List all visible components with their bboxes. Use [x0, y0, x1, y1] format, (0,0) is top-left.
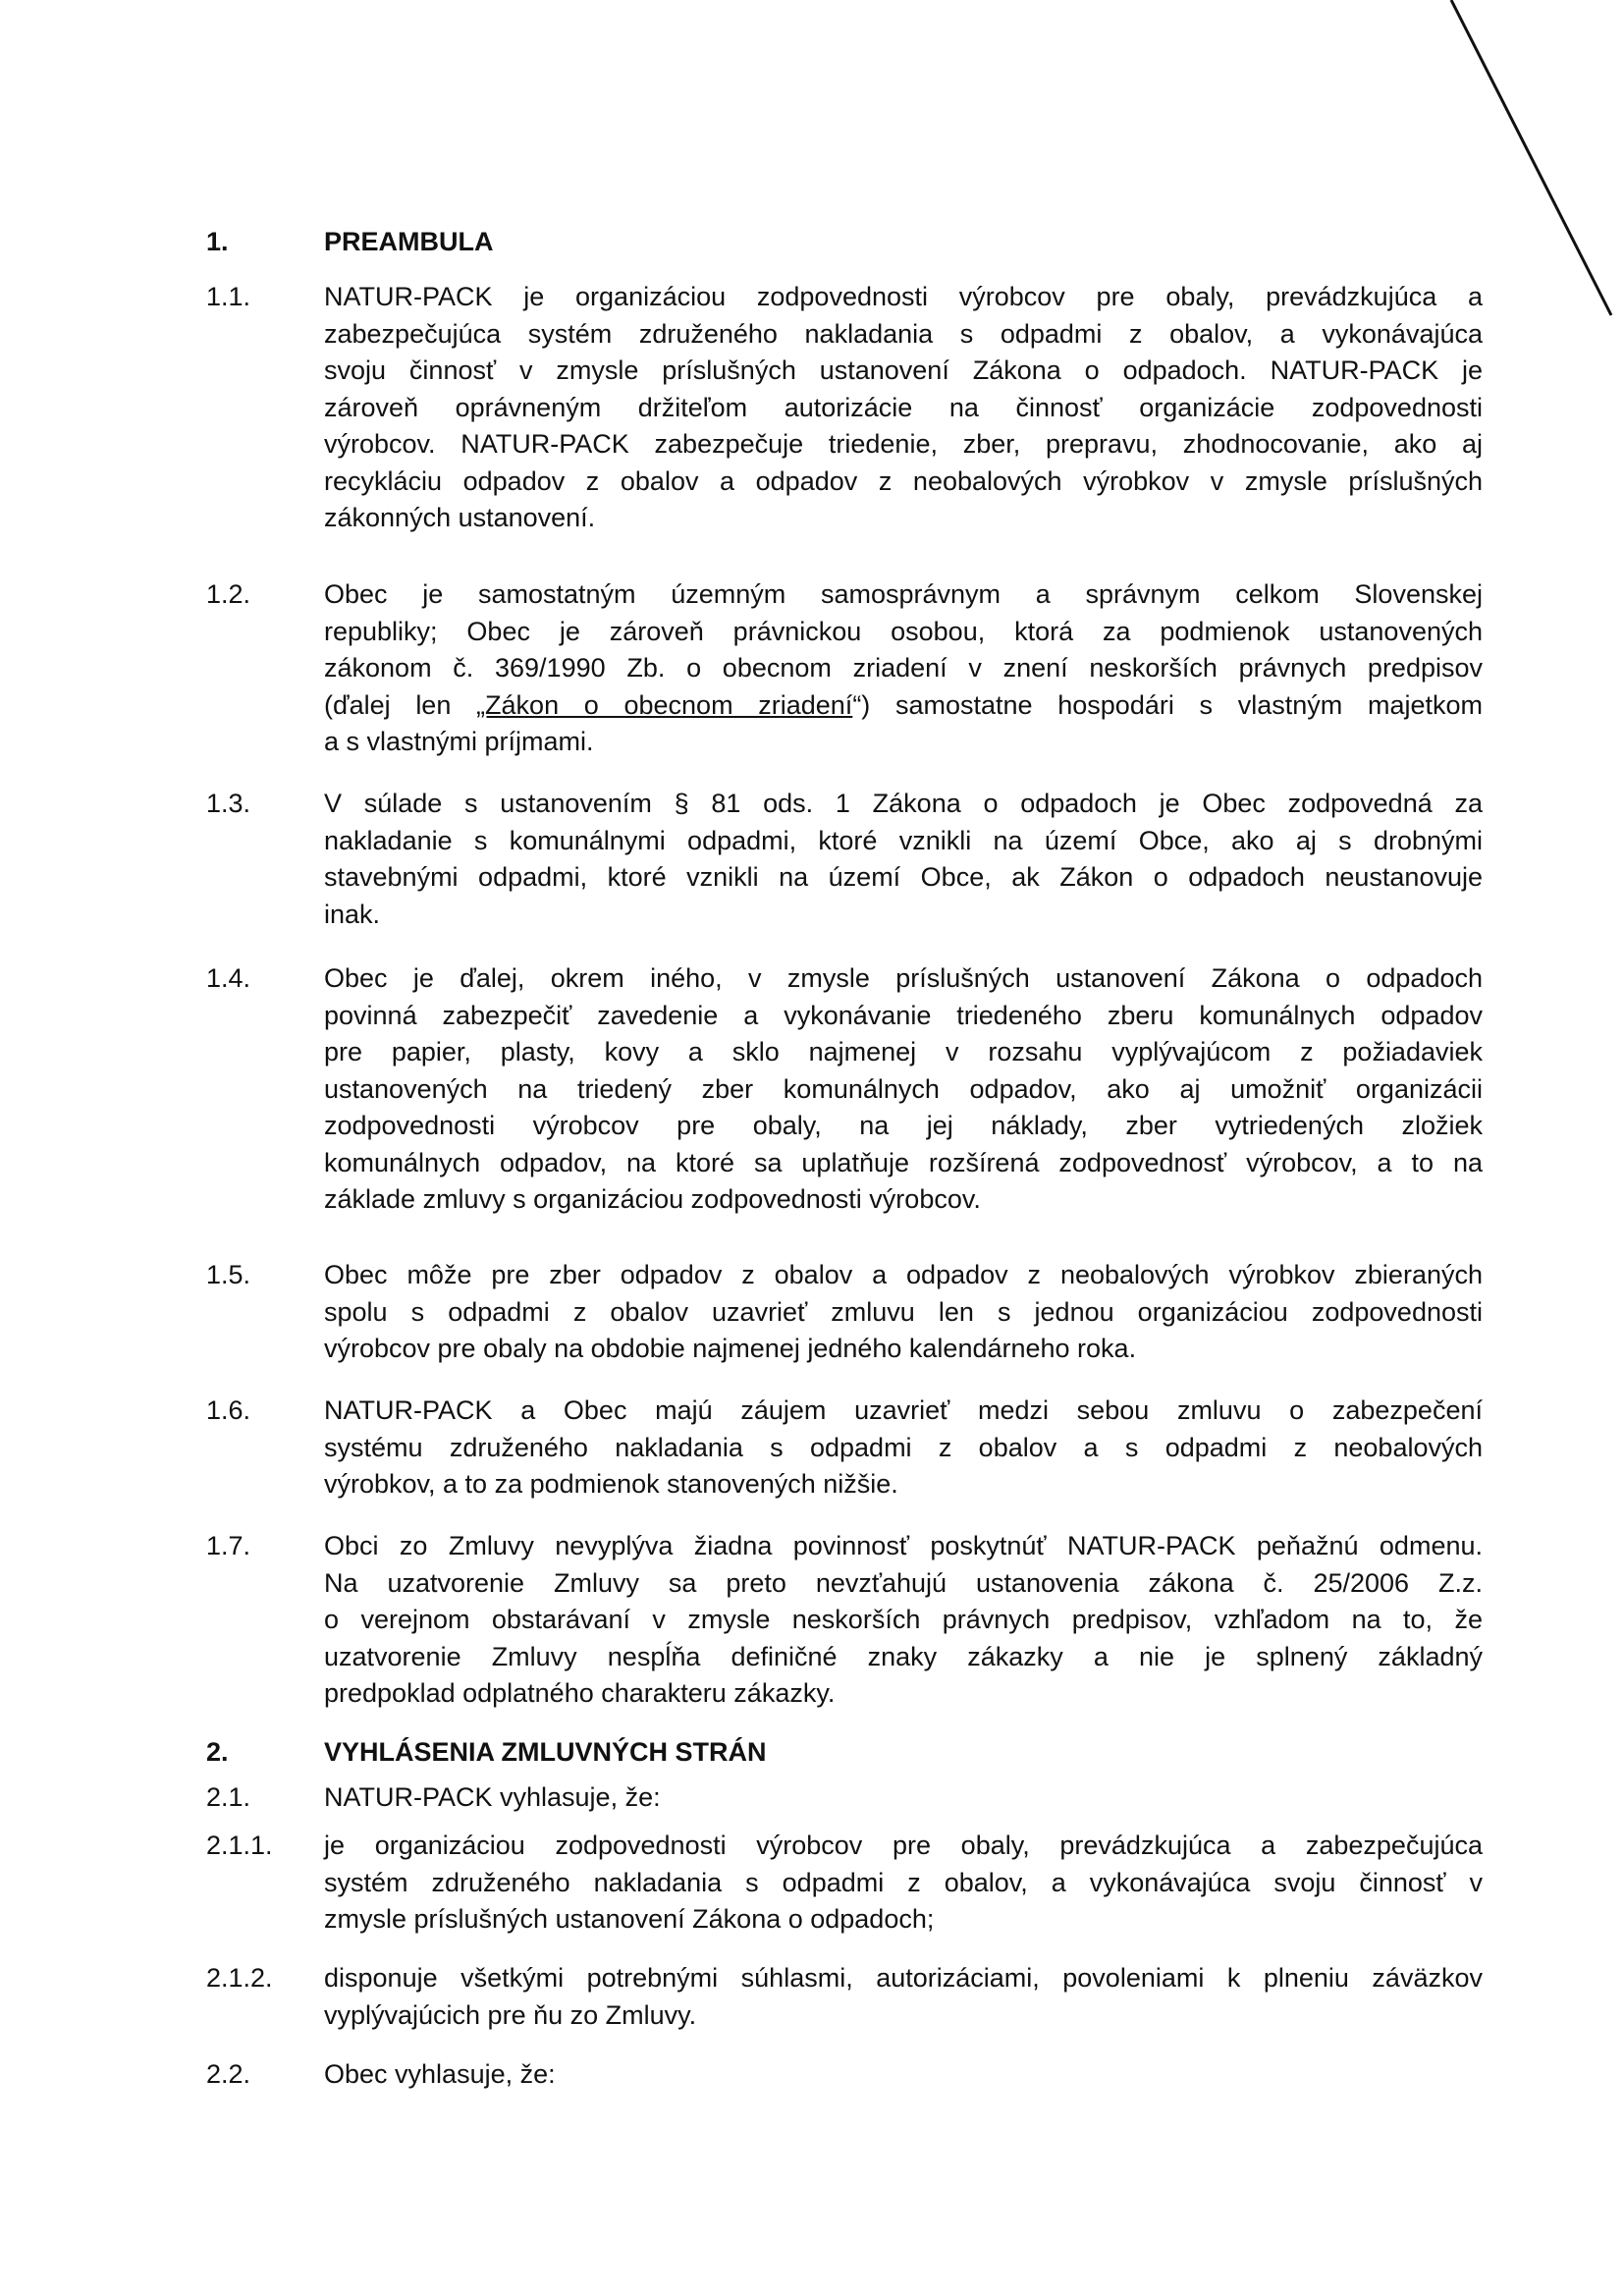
paragraph-number: 1.4. [206, 963, 251, 993]
paragraph-text: Obec môže pre zber odpadov z obalov a odpadov z neobalových výrobkov zbieraných spolu s odpadmi z obalov uzavrieť zmluvu len s jednou organizáciou zodpovednosti výrobcov pre obaly na obdobie najmenej jedného kalendárneho roka. [324, 1260, 1483, 1363]
paragraph-text: disponuje všetkými potrebnými súhlasmi, autorizáciami, povoleniami k plneniu záväzkov vyplývajúcich pre ňu zo Zmluvy. [324, 1963, 1483, 2030]
paragraph-number: 1.7. [206, 1531, 251, 1560]
paragraph-text: NATUR-PACK vyhlasuje, že: [324, 1782, 661, 1812]
paragraph-number: 1.3. [206, 789, 251, 818]
paragraph-number: 2.1.1. [206, 1831, 273, 1860]
paragraph-text: V súlade s ustanovením § 81 ods. 1 Zákona o odpadoch je Obec zodpovedná za nakladanie s komunálnymi odpadmi, ktoré vznikli na území Obce, ako aj s drobnými stavebnými odpadmi, ktoré vznikli na území Obce, ak Zákon o odpadoch neustanovuje inak. [324, 789, 1483, 929]
section-title: VYHLÁSENIA ZMLUVNÝCH STRÁN [324, 1737, 767, 1767]
paragraph-number: 1.6. [206, 1395, 251, 1425]
paragraph-number: 1.1. [206, 282, 251, 311]
line-with-underlined-term: (ďalej len „Zákon o obecnom zriadení“) samostatne hospodári s vlastným majetkom [324, 689, 1483, 720]
paragraph-text: NATUR-PACK a Obec majú záujem uzavrieť medzi sebou zmluvu o zabezpečení systému združeného nakladania s odpadmi z obalov a s odpadmi z neobalových výrobkov, a to za podmienok stanovených nižšie. [324, 1395, 1483, 1499]
paragraph-text: Obci zo Zmluvy nevyplýva žiadna povinnosť poskytnúť NATUR-PACK peňažnú odmenu. Na uzatvorenie Zmluvy sa preto nevzťahujú ustanovenia zákona č. 25/2006 Z.z. o verejnom obstarávaní v zmysle neskorších právnych predpisov, vzhľadom na to, že uzatvorenie Zmluvy nespĺňa definičné znaky zákazky a nie je splnený základný predpoklad odplatného charakteru zákazky. [324, 1531, 1483, 1708]
section-number: 1. [206, 227, 229, 256]
paragraph-text: NATUR-PACK je organizáciou zodpovednosti výrobcov pre obaly, prevádzkujúca a zabezpečujúca systém združeného nakladania s odpadmi z obalov, a vykonávajúca svoju činnosť v zmysle príslušných ustanovení Zákona o odpadoch. NATUR-PACK je zároveň oprávneným držiteľom autorizácie na činnosť organizácie zodpovednosti výrobcov. NATUR-PACK zabezpečuje triedenie, zber, prepravu, zhodnocovanie, ako aj recykláciu odpadov z obalov a odpadov z neobalových výrobkov v zmysle príslušných zákonných ustanovení. [324, 282, 1483, 532]
paragraph-number: 2.1. [206, 1782, 251, 1812]
paragraph-text: Obec je ďalej, okrem iného, v zmysle príslušných ustanovení Zákona o odpadoch povinná zabezpečiť zavedenie a vykonávanie triedeného zberu komunálnych odpadov pre papier, plasty, kovy a sklo najmenej v rozsahu vyplývajúcom z požiadaviek ustanovených na triedený zber komunálnych odpadov, ako aj umožniť organizácii zodpovednosti výrobcov pre obaly, na jej náklady, zber vytriedených zložiek komunálnych odpadov, na ktoré sa uplatňuje rozšírená zodpovednosť výrobcov, a to na základe zmluvy s organizáciou zodpovednosti výrobcov. [324, 963, 1483, 1214]
section-title: PREAMBULA [324, 227, 494, 256]
underlined-term: „Zákon o obecnom zriadení [476, 689, 853, 720]
paragraph-number: 1.2. [206, 579, 251, 609]
section-number: 2. [206, 1737, 229, 1767]
paragraph-text: Obec je samostatným územným samosprávnym a správnym celkom Slovenskej republiky; Obec je zároveň právnickou osobou, ktorá za podmienok ustanovených zákonom č. 369/1990 Zb. o obecnom zriadení v znení neskorších právnych predpisov (ďalej len „Zákon o obecnom zriadení“) samostatne hospodári s vlastným majetkom a s vlastnými príjmami. [324, 579, 1483, 756]
paragraph-text: je organizáciou zodpovednosti výrobcov pre obaly, prevádzkujúca a zabezpečujúca systém združeného nakladania s odpadmi z obalov, a vykonávajúca svoju činnosť v zmysle príslušných ustanovení Zákona o odpadoch; [324, 1831, 1483, 1934]
paragraph-text: Obec vyhlasuje, že: [324, 2059, 556, 2089]
paragraph-number: 1.5. [206, 1260, 251, 1289]
paragraph-number: 2.1.2. [206, 1963, 273, 1993]
paragraph-number: 2.2. [206, 2059, 251, 2089]
